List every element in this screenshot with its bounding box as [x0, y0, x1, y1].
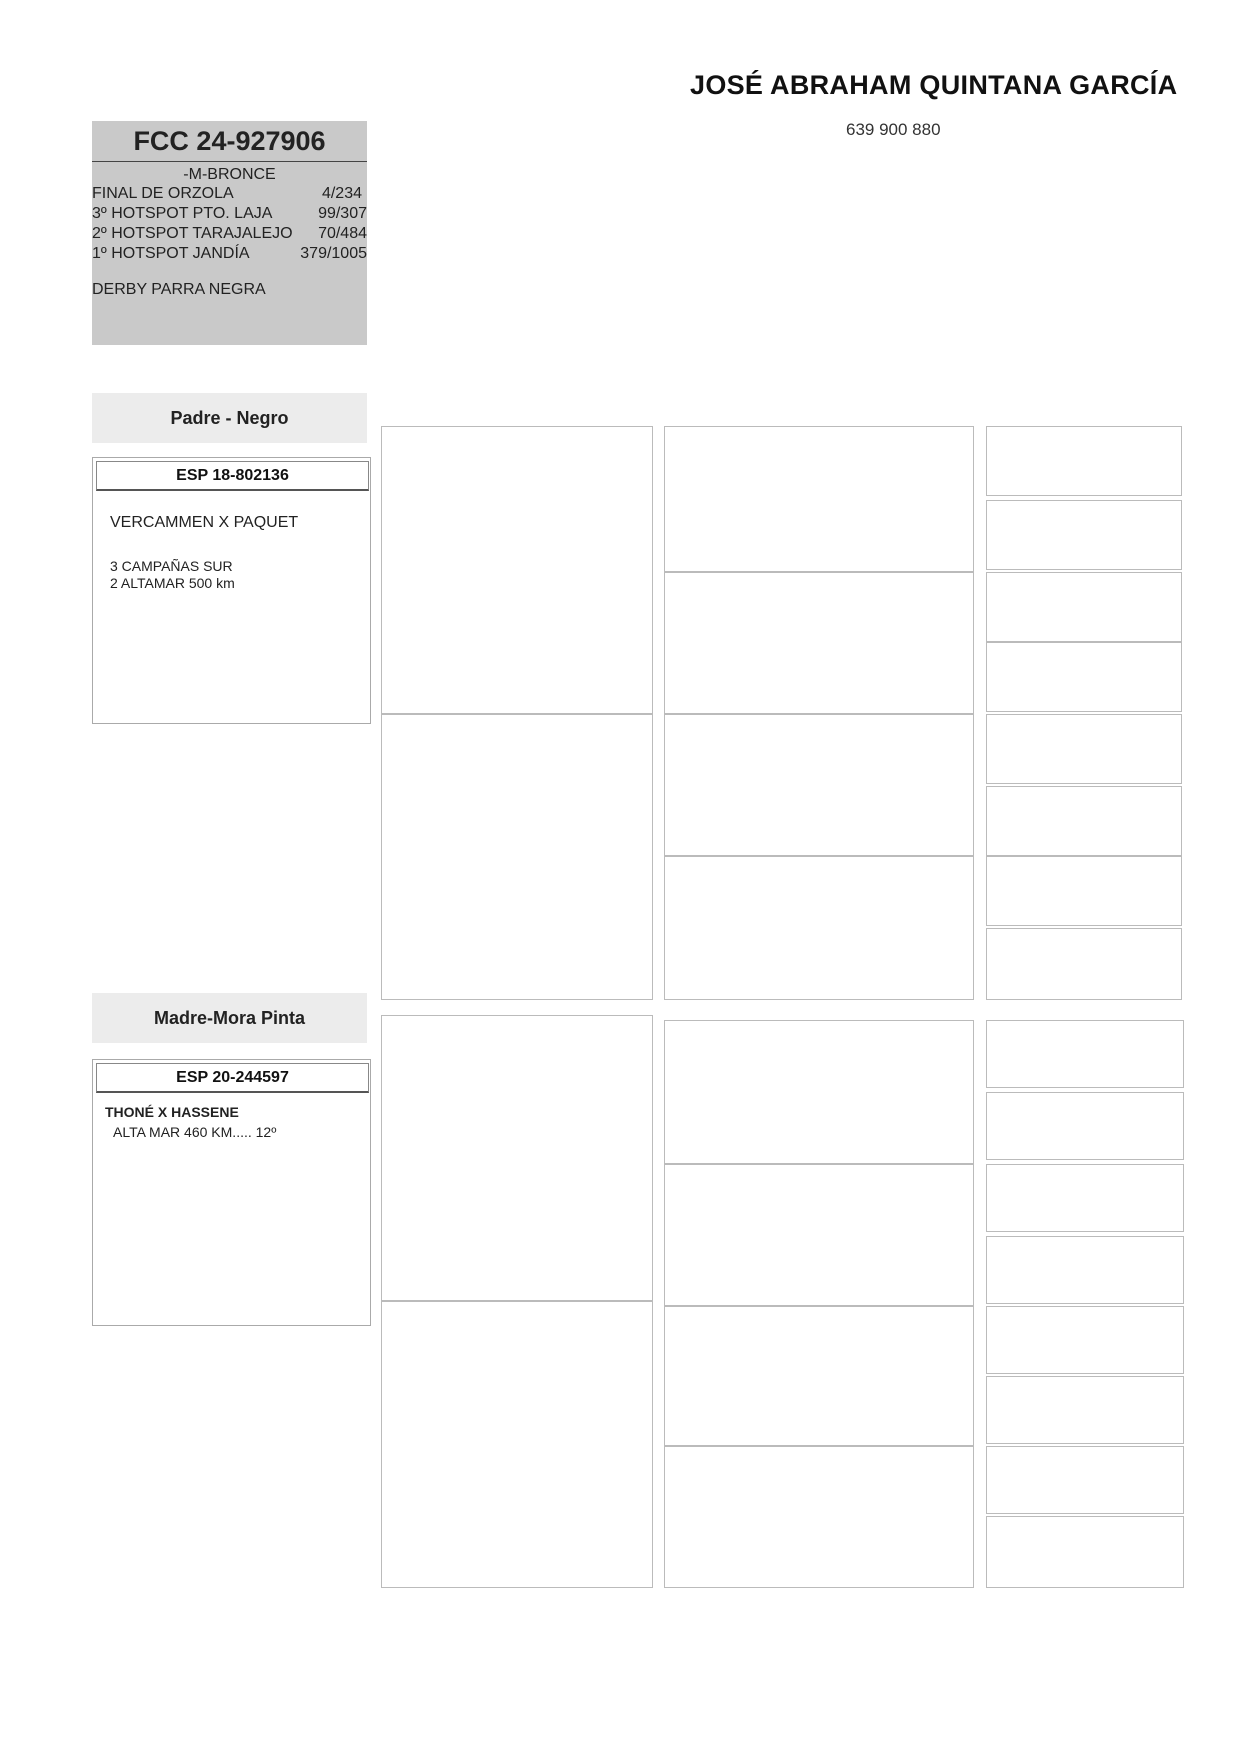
grandparent-box — [381, 1015, 653, 1301]
ancestor-box — [986, 1376, 1184, 1444]
owner-name: JOSÉ ABRAHAM QUINTANA GARCÍA — [690, 70, 1178, 100]
great-grandparent-box — [664, 1020, 974, 1164]
main-pigeon-subtitle: -M-BRONCE — [183, 166, 276, 183]
mother-heading: Madre-Mora Pinta — [92, 993, 367, 1043]
result-label: 2º HOTSPOT TARAJALEJO — [92, 225, 293, 242]
result-label: FINAL DE ORZOLA — [92, 185, 234, 202]
father-heading: Padre - Negro — [92, 393, 367, 443]
ancestor-box — [986, 642, 1182, 712]
ancestor-box — [986, 1446, 1184, 1514]
great-grandparent-box — [664, 714, 974, 856]
great-grandparent-box — [664, 1446, 974, 1588]
ancestor-box — [986, 1020, 1184, 1088]
mother-note: ALTA MAR 460 KM..... 12º — [113, 1124, 277, 1140]
result-value: 379/1005 — [300, 245, 367, 262]
ancestor-box — [986, 1306, 1184, 1374]
great-grandparent-box — [664, 1306, 974, 1446]
father-note: 3 CAMPAÑAS SUR — [110, 558, 233, 574]
result-value: 70/484 — [318, 225, 367, 242]
ancestor-box — [986, 1236, 1184, 1304]
great-grandparent-box — [664, 856, 974, 1000]
main-pigeon-derby: DERBY PARRA NEGRA — [92, 281, 266, 298]
ancestor-box — [986, 426, 1182, 496]
main-pigeon-card — [92, 121, 367, 345]
father-cross: VERCAMMEN X PAQUET — [110, 514, 299, 531]
result-label: 3º HOTSPOT PTO. LAJA — [92, 205, 273, 222]
great-grandparent-box — [664, 1164, 974, 1306]
ancestor-box — [986, 500, 1182, 570]
ancestor-box — [986, 856, 1182, 926]
father-ring: ESP 18-802136 — [96, 461, 369, 491]
ancestor-box — [986, 1164, 1184, 1232]
ancestor-box — [986, 928, 1182, 1000]
grandparent-box — [381, 1301, 653, 1588]
owner-phone: 639 900 880 — [846, 120, 941, 139]
result-value: 4/234 — [321, 185, 362, 202]
great-grandparent-box — [664, 572, 974, 714]
ancestor-box — [986, 572, 1182, 642]
great-grandparent-box — [664, 426, 974, 572]
result-label: 1º HOTSPOT JANDÍA — [92, 245, 250, 262]
grandparent-box — [381, 714, 653, 1000]
father-note: 2 ALTAMAR 500 km — [110, 575, 235, 591]
main-pigeon-ring: FCC 24-927906 — [92, 121, 367, 162]
ancestor-box — [986, 786, 1182, 856]
mother-cross: THONÉ X HASSENE — [105, 1104, 239, 1120]
mother-ring: ESP 20-244597 — [96, 1063, 369, 1093]
ancestor-box — [986, 714, 1182, 784]
result-value: 99/307 — [318, 205, 367, 222]
father-card — [92, 457, 371, 724]
ancestor-box — [986, 1092, 1184, 1160]
ancestor-box — [986, 1516, 1184, 1588]
grandparent-box — [381, 426, 653, 714]
mother-card — [92, 1059, 371, 1326]
